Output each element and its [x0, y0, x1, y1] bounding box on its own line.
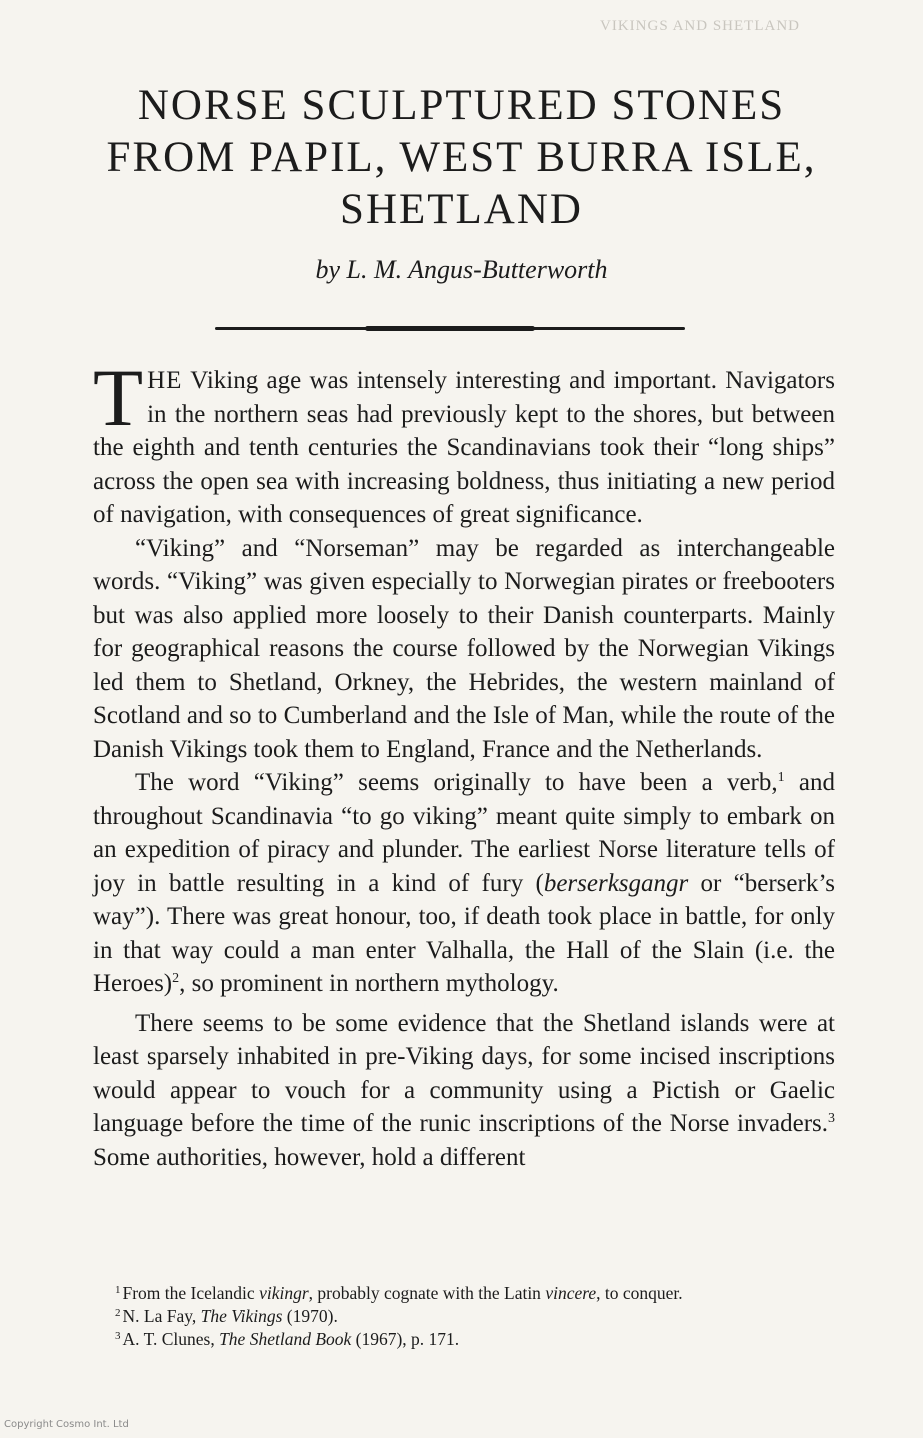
paragraph-text: There seems to be some evidence that the Shetland islands were at least sparsely inhabited in pre-Viking days, for some incised inscriptions would appear to vouch for a community using a Pictish or Gaelic language before the time of the runic inscriptions of the Norse invaders. — [93, 1009, 835, 1137]
footnote-text: A. T. Clunes, — [122, 1329, 220, 1349]
footnote-italic: vincere — [545, 1283, 597, 1303]
footnote-text: From the Icelandic — [122, 1283, 260, 1303]
paragraph-text: , so prominent in northern mythology. — [179, 970, 559, 997]
footnote-text: (1970). — [282, 1306, 338, 1326]
footnote-italic: vikingr — [259, 1283, 309, 1303]
footnote-text: N. La Fay, — [122, 1306, 201, 1326]
footnote-italic: The Vikings — [200, 1306, 283, 1326]
small-caps-lead: HE — [147, 367, 183, 394]
title-line: NORSE SCULPTURED STONES — [137, 82, 786, 129]
show-through-text: VIKINGS AND SHETLAND — [600, 18, 800, 34]
paragraph-text: Viking age was intensely interesting and important. Navigators in the northern seas had previously kept to the shores, but between the eighth and tenth centuries the Scandinavians took their “long ships” across the open sea with increasing boldness, thus initiating a new period of navigation, with consequences of great significance. — [93, 367, 835, 528]
footnote-ref-3: 3 — [828, 1111, 835, 1126]
drop-cap: T — [93, 352, 144, 443]
footnote-text: , to conquer. — [596, 1283, 683, 1303]
footnote — [93, 1328, 853, 1351]
footnote-number: 3 — [115, 1330, 121, 1342]
footnote — [93, 1305, 853, 1328]
footnote-text: , probably cognate with the Latin — [308, 1283, 546, 1303]
footnote-text: (1967), p. 171. — [351, 1329, 460, 1349]
title-line: FROM PAPIL, WEST BURRA ISLE, — [106, 134, 817, 181]
paragraph-text: The word “Viking” seems originally to have been a verb, — [135, 769, 778, 796]
italic-term: berserksgangr — [543, 869, 689, 897]
paragraph-text: or “berserk’s way”). There was great honour, too, if death took place in battle, for only in that way could a man enter Valhalla, the Hall of the Slain (i.e. the Heroes) — [93, 869, 835, 997]
footnote — [93, 1282, 853, 1305]
title-divider — [215, 327, 685, 330]
footnote-number: 2 — [115, 1307, 121, 1319]
footnote-italic: The Shetland Book — [219, 1329, 352, 1349]
footnotes — [93, 1282, 853, 1351]
footnote-ref-1: 1 — [777, 770, 785, 785]
footnote-ref-2: 2 — [172, 971, 180, 986]
byline: by L. M. Angus-Butterworth — [315, 255, 608, 284]
paragraph-4 — [93, 1007, 835, 1175]
paragraph-text: Some authorities, however, hold a different — [93, 1143, 526, 1171]
article-title — [60, 80, 863, 236]
paragraph-3 — [93, 766, 835, 1001]
paragraph-2 — [93, 532, 835, 767]
copyright-watermark: Copyright Cosmo Int. Ltd — [4, 1419, 129, 1430]
article-body — [93, 352, 835, 1174]
paragraph-text: “Viking” and “Norseman” may be regarded as interchangeable words. “Viking” was given especially to Norwegian pirates or freebooters but was also applied more loosely to their Danish counterparts. Mainly for geographical reasons the course followed by the Norwegian Vikings led them to Shetland, Orkney, the Hebrides, the western mainland of Scotland and so to Cumberland and the Isle of Man, while the route of the Danish Vikings took them to England, France and the Netherlands. — [93, 534, 835, 763]
paragraph-text: and throughout Scandinavia “to go viking” meant quite simply to embark on an expedition of piracy and plunder. The earliest Norse literature tells of joy in battle resulting in a kind of fury ( — [93, 769, 835, 897]
paragraph-1 — [93, 352, 835, 532]
title-line: SHETLAND — [340, 186, 583, 233]
footnote-number: 1 — [115, 1284, 121, 1296]
